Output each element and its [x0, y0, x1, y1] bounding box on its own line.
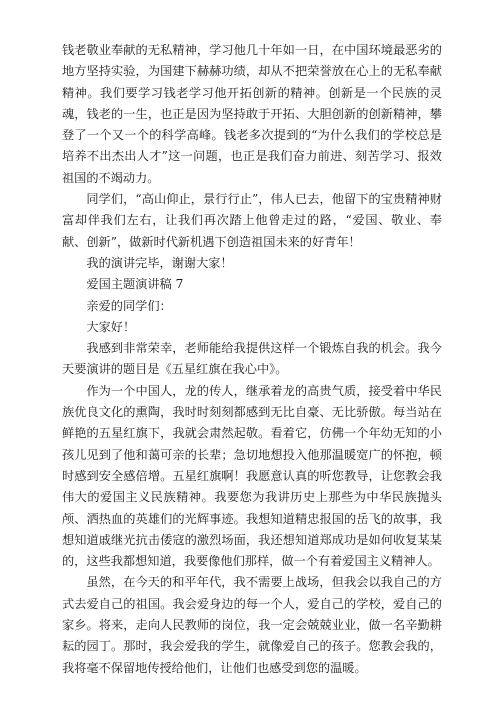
paragraph-peace-era: 虽然，在今天的和平年代，我不需要上战场，但我会以我自己的方式去爱自己的祖国。我会爱身边的每一个人，爱自己的学校，爱自己的家乡。将来，走向人民教师的岗位，我一定会兢兢业业，做一名辛勤耕耘的园丁。那时，我会爱我的学生，就像爱自己的孩子。您教会我的，我将毫不保留地传授给他们，让他们也感受到您的温暖。: [62, 575, 442, 675]
paragraph-classmates-call: 同学们，“高山仰止，景行行止”，伟人已去，他留下的宝贵精神财富却伴我们左右，让我们再次踏上他曾走过的路，“爱国、敬业、奉献、创新”，做新时代新机遇下创造祖国未来的好青年！: [62, 192, 442, 249]
paragraph-qian-lao-spirit: 钱老敬业奉献的无私精神，学习他几十年如一日，在中国环境最恶劣的地方坚持实验，为国建下赫赫功绩，却从不把荣誉放在心上的无私奉献精神。我们要学习钱老学习他开拓创新的精神。创新是一个民族的灵魂，钱老的一生，也正是因为坚持敢于开拓、大胆创新的创新精神，攀登了一个又一个的科学高峰。钱老多次提到的“为什么我们的学校总是培养不出杰出人才”这一问题，也正是我们奋力前进、刻苦学习、报效祖国的不竭动力。: [62, 43, 442, 185]
paragraph-speech-end: 我的演讲完毕，谢谢大家！: [86, 255, 233, 270]
speech-title: 爱国主题演讲稿 7: [86, 277, 184, 292]
greeting: 大家好！: [86, 319, 136, 334]
paragraph-intro: 我感到非常荣幸，老师能给我提供这样一个锻炼自我的机会。我今天要演讲的题目是《五星红旗在我心中》。: [62, 341, 442, 377]
salutation: 亲爱的同学们：: [86, 298, 172, 313]
document-page: [62, 40, 442, 679]
paragraph-five-star-flag: 作为一个中国人，龙的传人，继承着龙的高贵气质，接受着中华民族优良文化的熏陶，我时时刻刻都感到无比自豪、无比骄傲。每当站在鲜艳的五星红旗下，我就会肃然起敬。看着它，仿佛一个年幼无知的小孩儿见到了他和蔼可亲的长辈；急切地想投入他那温暖宽广的怀抱，顿时感到安全感倍增。五星红旗啊！我愿意认真的听您教导，让您教会我伟大的爱国主义民族精神。我要您为我讲历史上那些为中华民族抛头颅、洒热血的英雄们的光辉事迹。我想知道精忠报国的岳飞的故事，我想知道戚继光抗击倭寇的激烈场面，我还想知道郑成功是如何收复某某的，这些我都想知道，我要像他们那样，做一个有着爱国主义精神人。: [62, 383, 442, 569]
